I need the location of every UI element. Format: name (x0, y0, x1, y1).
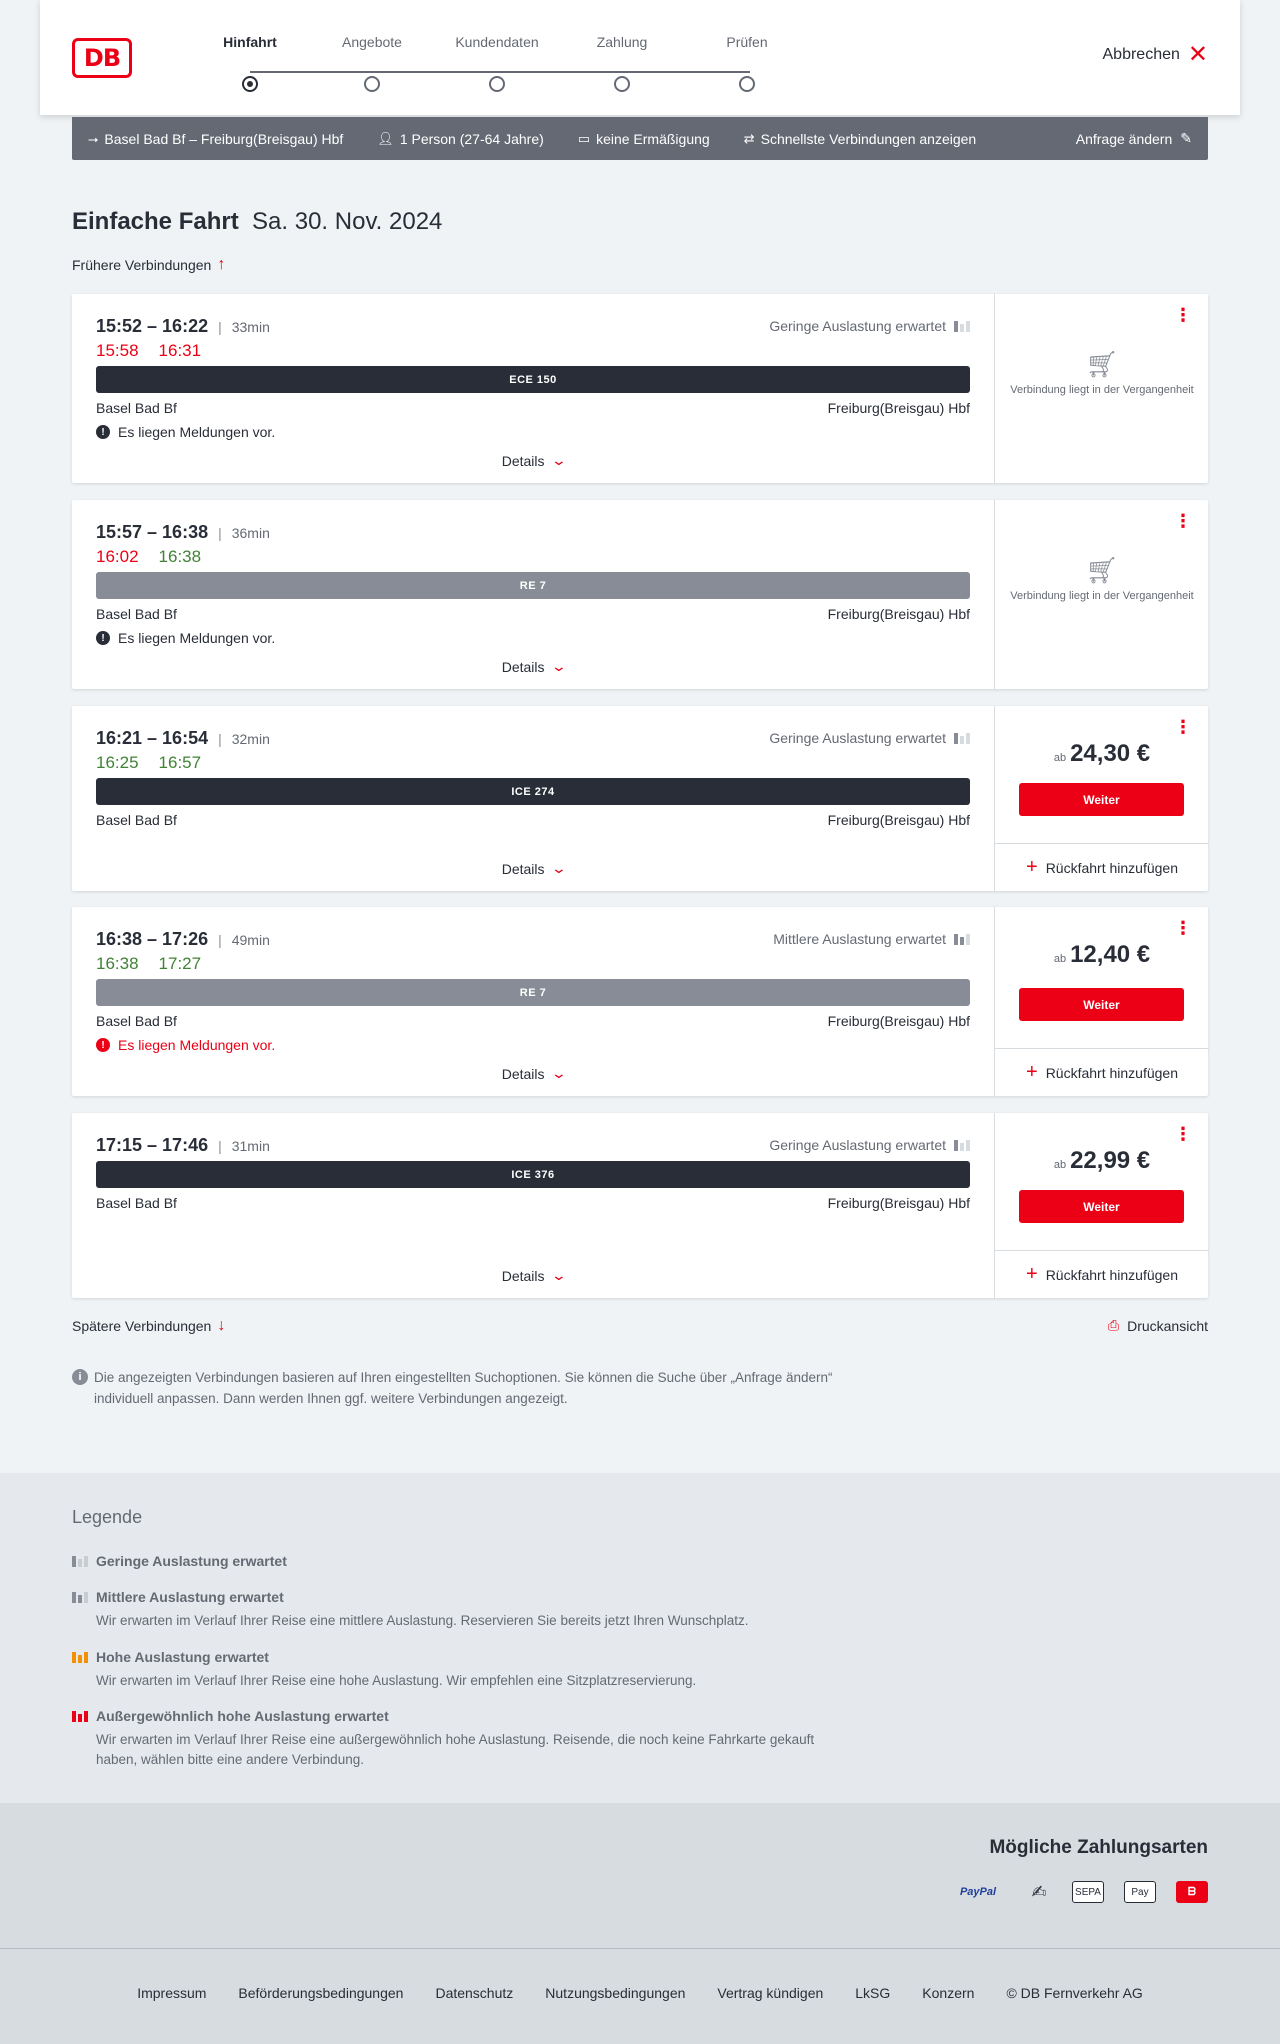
header (40, 0, 1240, 115)
arrow-up-icon: ↑ (217, 256, 226, 273)
summary-discount-text: keine Ermäßigung (596, 130, 710, 147)
offer-panel (994, 294, 1208, 483)
footer-link-kuendigen[interactable]: Vertrag kündigen (717, 1985, 824, 2001)
details-label: Details (501, 452, 545, 469)
step-dot (739, 76, 755, 92)
search-summary-bar (72, 117, 1208, 160)
realtime-arrival: 16:57 (158, 753, 202, 772)
destination-station: Freiburg(Breisgau) Hbf (827, 812, 970, 828)
stations (96, 1195, 970, 1211)
connection-info (72, 706, 994, 891)
cancel-label: Abbrechen (1102, 46, 1180, 63)
origin-station: Basel Bad Bf (96, 1195, 177, 1211)
details-label: Details (501, 1267, 545, 1284)
occupancy-info (769, 1137, 970, 1153)
more-options-icon[interactable]: ⋮ (1174, 1124, 1192, 1144)
person-icon: 👤︎ (377, 130, 394, 146)
plus-icon: + (1026, 856, 1038, 878)
step-dot (614, 76, 630, 92)
more-options-icon[interactable]: ⋮ (1174, 918, 1192, 938)
summary-filter (744, 131, 977, 147)
more-options-icon[interactable]: ⋮ (1174, 511, 1192, 531)
destination-station: Freiburg(Breisgau) Hbf (827, 1013, 970, 1029)
occupancy-label: Mittlere Auslastung erwartet (773, 931, 946, 947)
legend-item-high (72, 1649, 872, 1691)
pencil-icon: ✎ (1180, 130, 1192, 146)
details-toggle[interactable] (72, 452, 994, 469)
destination-station: Freiburg(Breisgau) Hbf (827, 1195, 970, 1211)
connection-info (72, 294, 994, 483)
offer-panel (994, 500, 1208, 689)
step-label: Prüfen (726, 34, 768, 50)
exclamation-icon: ! (96, 631, 110, 645)
printer-icon: ⎙ (1107, 1317, 1120, 1333)
summary-passengers-text: 1 Person (27-64 Jahre) (399, 130, 544, 147)
return-label: Rückfahrt hinzufügen (1045, 1266, 1178, 1283)
connection-info (72, 500, 994, 689)
connection-times (96, 728, 270, 749)
direct-debit-icon: ✍ (1031, 1881, 1047, 1902)
past-label: Verbindung liegt in der Vergangenheit (1010, 590, 1194, 602)
price-prefix: ab (1053, 1159, 1067, 1171)
db-bonus-icon: ᗷ (1176, 1881, 1208, 1903)
info-notice (72, 1367, 852, 1409)
print-label: Druckansicht (1127, 1317, 1208, 1334)
step-dot (364, 76, 380, 92)
apple-pay-icon: Pay (1124, 1881, 1156, 1903)
realtime-departure: 16:38 (96, 954, 139, 973)
connection-info (72, 1113, 994, 1298)
past-connection-notice (995, 349, 1209, 398)
connection-times (96, 316, 270, 337)
summary-filter-text: Schnellste Verbindungen anzeigen (760, 130, 977, 147)
train-bar: RE 7 (96, 572, 970, 599)
destination-station: Freiburg(Breisgau) Hbf (827, 606, 970, 622)
add-return-button[interactable] (995, 1048, 1209, 1096)
summary-discount (578, 131, 710, 147)
connection-info (72, 907, 994, 1096)
legend-title: Legende (72, 1507, 143, 1527)
realtime-departure: 16:25 (96, 753, 139, 772)
details-label: Details (501, 1065, 545, 1082)
duration: 33min (231, 318, 270, 335)
chevron-down-icon: ⌄ (550, 658, 567, 674)
occupancy-medium-icon (954, 934, 970, 945)
filter-icon: ⇄ (743, 130, 755, 146)
details-label: Details (501, 860, 545, 877)
price-value: 22,99 € (1070, 1147, 1151, 1174)
legend-item-desc: Wir erwarten im Verlauf Ihrer Reise eine außergewöhnlich hohe Auslastung. Reisende, die noch keine Fahrkarte gekauft haben, wählen bitte eine andere Verbindung. (96, 1732, 815, 1767)
destination-station: Freiburg(Breisgau) Hbf (827, 400, 970, 416)
price-value: 12,40 € (1070, 941, 1151, 968)
route-arrow-icon: ⭢ (88, 130, 99, 146)
connection-times (96, 1135, 270, 1156)
realtime-arrival: 17:27 (158, 954, 202, 973)
occupancy-low-icon (954, 321, 970, 332)
footer (0, 1948, 1280, 2044)
train-bar: ECE 150 (96, 366, 970, 393)
exclamation-icon: ! (96, 425, 110, 439)
continue-button[interactable]: Weiter (1019, 783, 1184, 816)
sepa-icon: SEPA (1072, 1881, 1104, 1903)
step-label: Zahlung (596, 34, 648, 50)
footer-link-befoerderung[interactable]: Beförderungsbedingungen (238, 1985, 404, 2001)
price (995, 1147, 1209, 1175)
stations (96, 812, 970, 828)
separator: | (218, 730, 222, 747)
price (995, 740, 1209, 768)
more-options-icon[interactable]: ⋮ (1174, 305, 1192, 325)
cart-icon: 🛒︎ (1085, 555, 1119, 585)
message-text: Es liegen Meldungen vor. (118, 1037, 276, 1053)
page-title (72, 208, 442, 236)
connection-card[interactable] (72, 294, 1208, 483)
continue-button[interactable]: Weiter (1019, 1190, 1184, 1223)
print-view-link[interactable] (1108, 1317, 1208, 1334)
connection-times (96, 522, 270, 543)
occupancy-high-icon (72, 1652, 88, 1663)
origin-station: Basel Bad Bf (96, 812, 177, 828)
change-request-button[interactable] (1076, 130, 1192, 147)
payment-title: Mögliche Zahlungsarten (989, 1837, 1208, 1858)
realtime-arrival: 16:31 (158, 341, 202, 360)
realtime-times (96, 753, 201, 773)
footer-link-datenschutz[interactable]: Datenschutz (435, 1985, 514, 2001)
realtime-departure: 15:58 (96, 341, 139, 360)
step-label: Hinfahrt (223, 34, 277, 50)
footer-link-nutzung[interactable]: Nutzungsbedingungen (545, 1985, 686, 2001)
occupancy-low-icon (954, 733, 970, 744)
price-value: 24,30 € (1070, 740, 1151, 767)
arrow-down-icon: ↓ (217, 1317, 226, 1334)
price (995, 941, 1209, 969)
chevron-down-icon: ⌄ (550, 1267, 567, 1283)
origin-station: Basel Bad Bf (96, 1013, 177, 1029)
planned-times: 16:21 – 16:54 (96, 728, 209, 748)
return-label: Rückfahrt hinzufügen (1045, 859, 1178, 876)
train-bar: RE 7 (96, 979, 970, 1006)
trip-date: Sa. 30. Nov. 2024 (252, 208, 443, 235)
realtime-departure: 16:02 (96, 547, 139, 566)
details-toggle[interactable] (72, 1267, 994, 1284)
later-label: Spätere Verbindungen (72, 1318, 212, 1334)
duration: 49min (231, 931, 270, 948)
details-label: Details (501, 658, 545, 675)
occupancy-info (769, 318, 970, 334)
add-return-button[interactable] (995, 1250, 1209, 1298)
step-dot (242, 76, 258, 92)
trip-type: Einfache Fahrt (72, 208, 239, 235)
past-connection-notice (995, 555, 1209, 604)
cart-icon: 🛒︎ (1085, 349, 1119, 379)
details-toggle[interactable] (72, 860, 994, 877)
legend-item-low (72, 1553, 872, 1569)
occupancy-info (773, 931, 970, 947)
summary-passengers (377, 131, 543, 147)
step-zahlung (557, 34, 687, 92)
train-bar: ICE 376 (96, 1161, 970, 1188)
offer-panel (994, 706, 1208, 891)
paypal-icon: PayPal (959, 1886, 997, 1898)
earlier-connections-link[interactable] (72, 256, 225, 274)
footer-link-konzern[interactable]: Konzern (922, 1985, 975, 2001)
occupancy-low-icon (954, 1140, 970, 1151)
summary-route (88, 131, 343, 147)
cancel-button[interactable] (1102, 41, 1209, 68)
separator: | (218, 1137, 222, 1154)
origin-station: Basel Bad Bf (96, 606, 177, 622)
realtime-arrival: 16:38 (158, 547, 202, 566)
planned-times: 15:52 – 16:22 (96, 316, 209, 336)
summary-route-text: Basel Bad Bf – Freiburg(Breisgau) Hbf (104, 130, 344, 147)
price-prefix: ab (1053, 752, 1067, 764)
legend-item-medium (72, 1589, 872, 1631)
stations (96, 400, 970, 416)
occupancy-low-icon (72, 1556, 88, 1567)
price-prefix: ab (1053, 953, 1067, 965)
progress-steps (180, 0, 790, 115)
planned-times: 16:38 – 17:26 (96, 929, 209, 949)
return-label: Rückfahrt hinzufügen (1045, 1064, 1178, 1081)
chevron-down-icon: ⌄ (550, 1065, 567, 1081)
separator: | (218, 318, 222, 335)
separator: | (218, 524, 222, 541)
card-icon: ▭ (577, 130, 591, 146)
occupancy-label: Geringe Auslastung erwartet (769, 1137, 946, 1153)
planned-times: 17:15 – 17:46 (96, 1135, 209, 1155)
realtime-times (96, 547, 201, 567)
chevron-down-icon: ⌄ (550, 860, 567, 876)
change-request-label: Anfrage ändern (1075, 130, 1173, 147)
connection-card[interactable] (72, 500, 1208, 689)
footer-link-lksg[interactable]: LkSG (855, 1985, 891, 2001)
legend-item-title: Geringe Auslastung erwartet (96, 1553, 287, 1569)
realtime-times (96, 954, 201, 974)
step-hinfahrt (185, 34, 315, 92)
later-connections-link[interactable] (72, 1317, 225, 1335)
separator: | (218, 931, 222, 948)
chevron-down-icon: ⌄ (550, 452, 567, 468)
legend-item-title: Hohe Auslastung erwartet (96, 1649, 269, 1665)
occupancy-info (769, 730, 970, 746)
legend-item-very-high (72, 1708, 872, 1770)
plus-icon: + (1026, 1061, 1038, 1083)
connection-card[interactable] (72, 706, 1208, 891)
legend-section (0, 1473, 1280, 1803)
stations (96, 1013, 970, 1029)
db-logo[interactable]: DB (72, 38, 132, 78)
message-text: Es liegen Meldungen vor. (118, 424, 276, 440)
info-text: Die angezeigten Verbindungen basieren auf Ihren eingestellten Suchoptionen. Sie können die Suche über „Anfrage ändern“ individuell anpassen. Dann werden Ihnen ggf. weitere Verbindungen angezeigt. (94, 1370, 833, 1406)
step-pruefen (682, 34, 812, 92)
message-notice (96, 1037, 275, 1053)
plus-icon: + (1026, 1263, 1038, 1285)
train-bar: ICE 274 (96, 778, 970, 805)
footer-link-impressum[interactable]: Impressum (137, 1985, 207, 2001)
offer-panel (994, 1113, 1208, 1298)
legend-item-desc: Wir erwarten im Verlauf Ihrer Reise eine mittlere Auslastung. Reservieren Sie bereits jetzt Ihren Wunschplatz. (96, 1613, 749, 1628)
message-notice (96, 630, 275, 646)
occupancy-label: Geringe Auslastung erwartet (769, 730, 946, 746)
step-label: Kundendaten (455, 34, 539, 50)
exclamation-icon: ! (96, 1038, 110, 1052)
step-angebote (307, 34, 437, 92)
earlier-label: Frühere Verbindungen (72, 257, 212, 273)
connection-card[interactable] (72, 907, 1208, 1096)
legend-item-title: Mittlere Auslastung erwartet (96, 1589, 284, 1605)
legend-item-desc: Wir erwarten im Verlauf Ihrer Reise eine hohe Auslastung. Wir empfehlen eine Sitzplatzreservierung. (96, 1673, 697, 1688)
occupancy-medium-icon (72, 1592, 88, 1603)
copyright: © DB Fernverkehr AG (1006, 1985, 1143, 2001)
origin-station: Basel Bad Bf (96, 400, 177, 416)
add-return-button[interactable] (995, 843, 1209, 891)
occupancy-label: Geringe Auslastung erwartet (769, 318, 946, 334)
past-label: Verbindung liegt in der Vergangenheit (1010, 384, 1194, 396)
details-toggle[interactable] (72, 658, 994, 675)
planned-times: 15:57 – 16:38 (96, 522, 209, 542)
message-notice (96, 424, 275, 440)
info-icon: i (72, 1369, 88, 1385)
payment-section (0, 1803, 1280, 1948)
continue-button[interactable]: Weiter (1019, 988, 1184, 1021)
more-options-icon[interactable]: ⋮ (1174, 717, 1192, 737)
duration: 31min (231, 1137, 270, 1154)
payment-icons (950, 1881, 1208, 1903)
occupancy-very-high-icon (72, 1711, 88, 1722)
duration: 36min (231, 524, 270, 541)
close-icon: ✕ (1187, 41, 1208, 68)
connection-card[interactable] (72, 1113, 1208, 1298)
offer-panel (994, 907, 1208, 1096)
legend-item-title: Außergewöhnlich hohe Auslastung erwartet (96, 1708, 389, 1724)
realtime-times (96, 341, 201, 361)
step-label: Angebote (342, 34, 402, 50)
step-kundendaten (432, 34, 562, 92)
stations (96, 606, 970, 622)
duration: 32min (231, 730, 270, 747)
connection-times (96, 929, 270, 950)
step-dot (489, 76, 505, 92)
details-toggle[interactable] (72, 1065, 994, 1082)
message-text: Es liegen Meldungen vor. (118, 630, 276, 646)
footer-links (0, 1985, 1280, 2001)
